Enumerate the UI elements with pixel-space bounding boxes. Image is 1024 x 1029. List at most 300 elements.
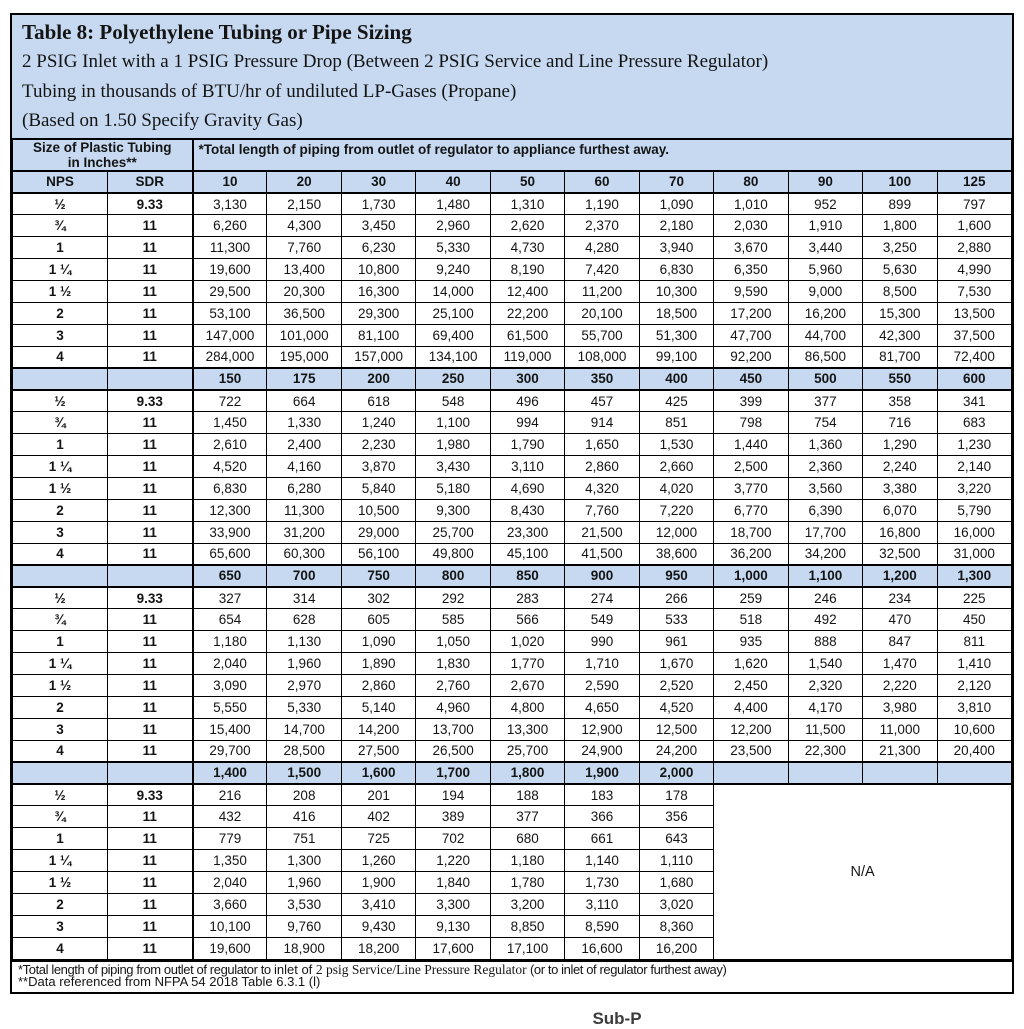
value-cell: 425	[639, 390, 713, 412]
table-row	[13, 434, 1012, 456]
value-cell: 25,700	[416, 521, 490, 543]
value-cell: 31,200	[267, 521, 341, 543]
value-cell: 4,160	[267, 456, 341, 478]
table-row	[13, 215, 1012, 237]
value-cell: 101,000	[267, 324, 341, 346]
value-cell: 6,390	[788, 499, 862, 521]
sdr-cell: 11	[108, 696, 193, 718]
value-cell: 61,500	[490, 324, 564, 346]
empty-length-header-cell	[788, 762, 862, 784]
nps-cell: 3	[13, 521, 108, 543]
sdr-cell: 11	[108, 915, 193, 937]
value-cell: 5,140	[341, 696, 415, 718]
value-cell: 29,000	[341, 521, 415, 543]
nps-cell: ¾	[13, 806, 108, 828]
value-cell: 1,410	[937, 653, 1011, 675]
value-cell: 20,100	[565, 302, 639, 324]
value-cell: 1,650	[565, 434, 639, 456]
value-cell: 377	[788, 390, 862, 412]
nps-header-cell: NPS	[13, 171, 108, 193]
length-header-cell: 500	[788, 368, 862, 390]
value-cell: 3,200	[490, 893, 564, 915]
value-cell: 683	[937, 412, 1011, 434]
nps-cell: ¾	[13, 215, 108, 237]
value-cell: 6,230	[341, 237, 415, 259]
value-cell: 157,000	[341, 346, 415, 368]
table-row	[13, 499, 1012, 521]
table-subtitle-3: (Based on 1.50 Specify Gravity Gas)	[22, 110, 303, 131]
table-row	[13, 740, 1012, 762]
value-cell: 22,300	[788, 740, 862, 762]
value-cell: 36,500	[267, 302, 341, 324]
value-cell: 1,900	[341, 872, 415, 894]
value-cell: 1,840	[416, 872, 490, 894]
value-cell: 518	[714, 609, 788, 631]
value-cell: 1,290	[863, 434, 937, 456]
table-title: Table 8: Polyethylene Tubing or Pipe Sizing	[22, 20, 412, 44]
value-cell: 533	[639, 609, 713, 631]
value-cell: 12,200	[714, 718, 788, 740]
length-header-cell: 90	[788, 171, 862, 193]
value-cell: 9,300	[416, 499, 490, 521]
nps-cell: 3	[13, 915, 108, 937]
length-header-cell: 50	[490, 171, 564, 193]
value-cell: 2,450	[714, 674, 788, 696]
value-cell: 11,500	[788, 718, 862, 740]
length-header-cell: 600	[937, 368, 1011, 390]
value-cell: 11,200	[565, 280, 639, 302]
value-cell: 2,030	[714, 215, 788, 237]
value-cell: 24,200	[639, 740, 713, 762]
value-cell: 366	[565, 806, 639, 828]
value-cell: 9,760	[267, 915, 341, 937]
cutoff-bottom-text: Sub-P	[592, 1009, 642, 1028]
length-header-cell: 250	[416, 368, 490, 390]
value-cell: 1,730	[341, 193, 415, 215]
value-cell: 29,300	[341, 302, 415, 324]
value-cell: 15,300	[863, 302, 937, 324]
sdr-cell: 11	[108, 280, 193, 302]
table-row	[13, 674, 1012, 696]
value-cell: 2,040	[193, 872, 267, 894]
value-cell: 17,200	[714, 302, 788, 324]
table-row	[13, 718, 1012, 740]
value-cell: 42,300	[863, 324, 937, 346]
value-cell: 1,670	[639, 653, 713, 675]
value-cell: 16,200	[788, 302, 862, 324]
value-cell: 18,700	[714, 521, 788, 543]
length-header-cell: 750	[341, 565, 415, 587]
value-cell: 33,900	[193, 521, 267, 543]
value-cell: 432	[193, 806, 267, 828]
sdr-cell: 11	[108, 499, 193, 521]
value-cell: 2,620	[490, 215, 564, 237]
value-cell: 2,880	[937, 237, 1011, 259]
value-cell: 12,400	[490, 280, 564, 302]
value-cell: 1,310	[490, 193, 564, 215]
sdr-cell: 11	[108, 259, 193, 281]
value-cell: 2,970	[267, 674, 341, 696]
length-header-cell: 1,600	[341, 762, 415, 784]
nps-cell: ¾	[13, 412, 108, 434]
length-header-cell: 100	[863, 171, 937, 193]
value-cell: 5,630	[863, 259, 937, 281]
value-cell: 1,230	[937, 434, 1011, 456]
value-cell: 496	[490, 390, 564, 412]
nps-cell: 4	[13, 937, 108, 959]
value-cell: 585	[416, 609, 490, 631]
value-cell: 3,530	[267, 893, 341, 915]
value-cell: 10,500	[341, 499, 415, 521]
nps-cell: 3	[13, 324, 108, 346]
value-cell: 19,600	[193, 937, 267, 959]
value-cell: 41,500	[565, 543, 639, 565]
sdr-cell: 9.33	[108, 193, 193, 215]
value-cell: 402	[341, 806, 415, 828]
empty-size-cell	[108, 565, 193, 587]
value-cell: 29,500	[193, 280, 267, 302]
value-cell: 716	[863, 412, 937, 434]
value-cell: 1,090	[639, 193, 713, 215]
sdr-cell: 11	[108, 521, 193, 543]
value-cell: 888	[788, 631, 862, 653]
value-cell: 16,000	[937, 521, 1011, 543]
value-cell: 1,360	[788, 434, 862, 456]
sizing-table	[12, 139, 1012, 960]
nps-cell: 1 ¼	[13, 456, 108, 478]
value-cell: 356	[639, 806, 713, 828]
length-header-cell: 300	[490, 368, 564, 390]
value-cell: 1,800	[863, 215, 937, 237]
value-cell: 1,440	[714, 434, 788, 456]
nps-cell: 2	[13, 893, 108, 915]
value-cell: 725	[341, 828, 415, 850]
sdr-cell: 11	[108, 828, 193, 850]
sdr-cell: 11	[108, 850, 193, 872]
value-cell: 44,700	[788, 324, 862, 346]
length-header-cell: 80	[714, 171, 788, 193]
length-header-cell: 10	[193, 171, 267, 193]
value-cell: 1,470	[863, 653, 937, 675]
value-cell: 56,100	[341, 543, 415, 565]
nps-cell: 1 ¼	[13, 259, 108, 281]
value-cell: 13,500	[937, 302, 1011, 324]
value-cell: 11,300	[267, 499, 341, 521]
sdr-cell: 11	[108, 872, 193, 894]
value-cell: 92,200	[714, 346, 788, 368]
sdr-cell: 11	[108, 893, 193, 915]
table-row	[13, 390, 1012, 412]
value-cell: 8,430	[490, 499, 564, 521]
value-cell: 5,840	[341, 477, 415, 499]
value-cell: 53,100	[193, 302, 267, 324]
value-cell: 779	[193, 828, 267, 850]
value-cell: 4,520	[639, 696, 713, 718]
length-header-cell: 900	[565, 565, 639, 587]
value-cell: 935	[714, 631, 788, 653]
nps-cell: 4	[13, 543, 108, 565]
value-cell: 4,020	[639, 477, 713, 499]
length-header-row	[13, 762, 1012, 784]
value-cell: 36,200	[714, 543, 788, 565]
value-cell: 274	[565, 587, 639, 609]
value-cell: 358	[863, 390, 937, 412]
value-cell: 3,940	[639, 237, 713, 259]
table-row	[13, 193, 1012, 215]
empty-size-cell	[108, 368, 193, 390]
value-cell: 25,700	[490, 740, 564, 762]
value-cell: 1,710	[565, 653, 639, 675]
value-cell: 266	[639, 587, 713, 609]
value-cell: 3,980	[863, 696, 937, 718]
value-cell: 4,650	[565, 696, 639, 718]
sdr-cell: 11	[108, 740, 193, 762]
nps-cell: 1 ½	[13, 872, 108, 894]
value-cell: 2,180	[639, 215, 713, 237]
value-cell: 12,900	[565, 718, 639, 740]
value-cell: 1,600	[937, 215, 1011, 237]
value-cell: 751	[267, 828, 341, 850]
table-row	[13, 324, 1012, 346]
value-cell: 302	[341, 587, 415, 609]
value-cell: 7,760	[267, 237, 341, 259]
length-header-cell: 30	[341, 171, 415, 193]
value-cell: 1,220	[416, 850, 490, 872]
size-of-tubing-header	[13, 139, 193, 171]
table-row	[13, 477, 1012, 499]
value-cell: 195,000	[267, 346, 341, 368]
size-header-line2: in Inches**	[67, 154, 137, 170]
value-cell: 17,600	[416, 937, 490, 959]
value-cell: 314	[267, 587, 341, 609]
value-cell: 327	[193, 587, 267, 609]
table-row	[13, 346, 1012, 368]
value-cell: 1,680	[639, 872, 713, 894]
value-cell: 6,260	[193, 215, 267, 237]
length-header-cell: 1,000	[714, 565, 788, 587]
value-cell: 3,450	[341, 215, 415, 237]
nps-cell: 2	[13, 696, 108, 718]
value-cell: 178	[639, 784, 713, 806]
value-cell: 1,050	[416, 631, 490, 653]
sdr-cell: 11	[108, 806, 193, 828]
value-cell: 2,590	[565, 674, 639, 696]
nps-cell: ½	[13, 390, 108, 412]
value-cell: 5,180	[416, 477, 490, 499]
value-cell: 1,090	[341, 631, 415, 653]
value-cell: 14,200	[341, 718, 415, 740]
value-cell: 23,300	[490, 521, 564, 543]
value-cell: 2,150	[267, 193, 341, 215]
value-cell: 16,300	[341, 280, 415, 302]
nps-cell: ½	[13, 784, 108, 806]
value-cell: 60,300	[267, 543, 341, 565]
table-row	[13, 587, 1012, 609]
length-header-cell: 850	[490, 565, 564, 587]
value-cell: 69,400	[416, 324, 490, 346]
value-cell: 4,300	[267, 215, 341, 237]
table-row	[13, 237, 1012, 259]
value-cell: 147,000	[193, 324, 267, 346]
value-cell: 27,500	[341, 740, 415, 762]
length-header-cell: 1,900	[565, 762, 639, 784]
value-cell: 3,300	[416, 893, 490, 915]
value-cell: 18,500	[639, 302, 713, 324]
value-cell: 4,960	[416, 696, 490, 718]
value-cell: 6,830	[193, 477, 267, 499]
value-cell: 99,100	[639, 346, 713, 368]
value-cell: 188	[490, 784, 564, 806]
value-cell: 492	[788, 609, 862, 631]
value-cell: 1,130	[267, 631, 341, 653]
nps-cell: 1	[13, 237, 108, 259]
nps-cell: ½	[13, 587, 108, 609]
value-cell: 22,200	[490, 302, 564, 324]
value-cell: 7,760	[565, 499, 639, 521]
sdr-cell: 11	[108, 937, 193, 959]
value-cell: 1,180	[193, 631, 267, 653]
value-cell: 3,870	[341, 456, 415, 478]
nps-cell: ¾	[13, 609, 108, 631]
length-header-cell: 550	[863, 368, 937, 390]
value-cell: 1,830	[416, 653, 490, 675]
value-cell: 246	[788, 587, 862, 609]
value-cell: 5,550	[193, 696, 267, 718]
nps-cell: 2	[13, 499, 108, 521]
value-cell: 1,480	[416, 193, 490, 215]
value-cell: 1,100	[416, 412, 490, 434]
value-cell: 1,910	[788, 215, 862, 237]
value-cell: 65,600	[193, 543, 267, 565]
value-cell: 1,620	[714, 653, 788, 675]
value-cell: 3,810	[937, 696, 1011, 718]
sdr-cell: 11	[108, 412, 193, 434]
value-cell: 990	[565, 631, 639, 653]
table-title-block	[12, 15, 1012, 139]
value-cell: 5,790	[937, 499, 1011, 521]
value-cell: 8,190	[490, 259, 564, 281]
value-cell: 45,100	[490, 543, 564, 565]
sdr-cell: 11	[108, 346, 193, 368]
value-cell: 11,000	[863, 718, 937, 740]
value-cell: 6,350	[714, 259, 788, 281]
value-cell: 72,400	[937, 346, 1011, 368]
column-header-row	[13, 171, 1012, 193]
value-cell: 51,300	[639, 324, 713, 346]
value-cell: 14,700	[267, 718, 341, 740]
length-header-cell: 700	[267, 565, 341, 587]
value-cell: 13,400	[267, 259, 341, 281]
table-row	[13, 302, 1012, 324]
length-header-cell: 70	[639, 171, 713, 193]
value-cell: 2,500	[714, 456, 788, 478]
length-header-row	[13, 565, 1012, 587]
value-cell: 14,000	[416, 280, 490, 302]
value-cell: 81,100	[341, 324, 415, 346]
length-header-cell: 1,200	[863, 565, 937, 587]
value-cell: 119,000	[490, 346, 564, 368]
value-cell: 3,130	[193, 193, 267, 215]
value-cell: 19,600	[193, 259, 267, 281]
value-cell: 17,100	[490, 937, 564, 959]
value-cell: 3,020	[639, 893, 713, 915]
value-cell: 10,800	[341, 259, 415, 281]
length-header-cell: 20	[267, 171, 341, 193]
table-row	[13, 521, 1012, 543]
value-cell: 1,790	[490, 434, 564, 456]
value-cell: 9,240	[416, 259, 490, 281]
sdr-cell: 11	[108, 302, 193, 324]
value-cell: 1,890	[341, 653, 415, 675]
value-cell: 952	[788, 193, 862, 215]
value-cell: 208	[267, 784, 341, 806]
value-cell: 9,430	[341, 915, 415, 937]
value-cell: 899	[863, 193, 937, 215]
value-cell: 13,700	[416, 718, 490, 740]
value-cell: 15,400	[193, 718, 267, 740]
value-cell: 3,250	[863, 237, 937, 259]
value-cell: 4,520	[193, 456, 267, 478]
value-cell: 3,110	[490, 456, 564, 478]
value-cell: 389	[416, 806, 490, 828]
value-cell: 183	[565, 784, 639, 806]
footnote-line1-part: inlet of	[273, 961, 316, 977]
value-cell: 470	[863, 609, 937, 631]
value-cell: 1,770	[490, 653, 564, 675]
value-cell: 234	[863, 587, 937, 609]
value-cell: 1,330	[267, 412, 341, 434]
length-header-cell: 40	[416, 171, 490, 193]
value-cell: 1,190	[565, 193, 639, 215]
value-cell: 292	[416, 587, 490, 609]
length-header-cell: 1,300	[937, 565, 1011, 587]
value-cell: 21,300	[863, 740, 937, 762]
length-header-cell: 650	[193, 565, 267, 587]
value-cell: 8,360	[639, 915, 713, 937]
empty-size-cell	[13, 762, 108, 784]
value-cell: 81,700	[863, 346, 937, 368]
value-cell: 2,760	[416, 674, 490, 696]
table-row	[13, 653, 1012, 675]
value-cell: 5,330	[416, 237, 490, 259]
value-cell: 680	[490, 828, 564, 850]
value-cell: 1,350	[193, 850, 267, 872]
sdr-cell: 11	[108, 215, 193, 237]
sizing-table-body	[13, 171, 1012, 959]
value-cell: 457	[565, 390, 639, 412]
value-cell: 7,420	[565, 259, 639, 281]
value-cell: 1,300	[267, 850, 341, 872]
value-cell: 9,000	[788, 280, 862, 302]
value-cell: 2,140	[937, 456, 1011, 478]
value-cell: 2,400	[267, 434, 341, 456]
value-cell: 12,300	[193, 499, 267, 521]
value-cell: 643	[639, 828, 713, 850]
value-cell: 11,300	[193, 237, 267, 259]
value-cell: 702	[416, 828, 490, 850]
length-header-cell: 2,000	[639, 762, 713, 784]
length-header-cell: 350	[565, 368, 639, 390]
length-header-cell: 800	[416, 565, 490, 587]
table-row	[13, 696, 1012, 718]
nps-cell: 1	[13, 631, 108, 653]
value-cell: 1,960	[267, 872, 341, 894]
table8-container	[10, 13, 1014, 994]
value-cell: 4,990	[937, 259, 1011, 281]
sdr-cell: 11	[108, 718, 193, 740]
value-cell: 17,700	[788, 521, 862, 543]
length-header-cell: 200	[341, 368, 415, 390]
